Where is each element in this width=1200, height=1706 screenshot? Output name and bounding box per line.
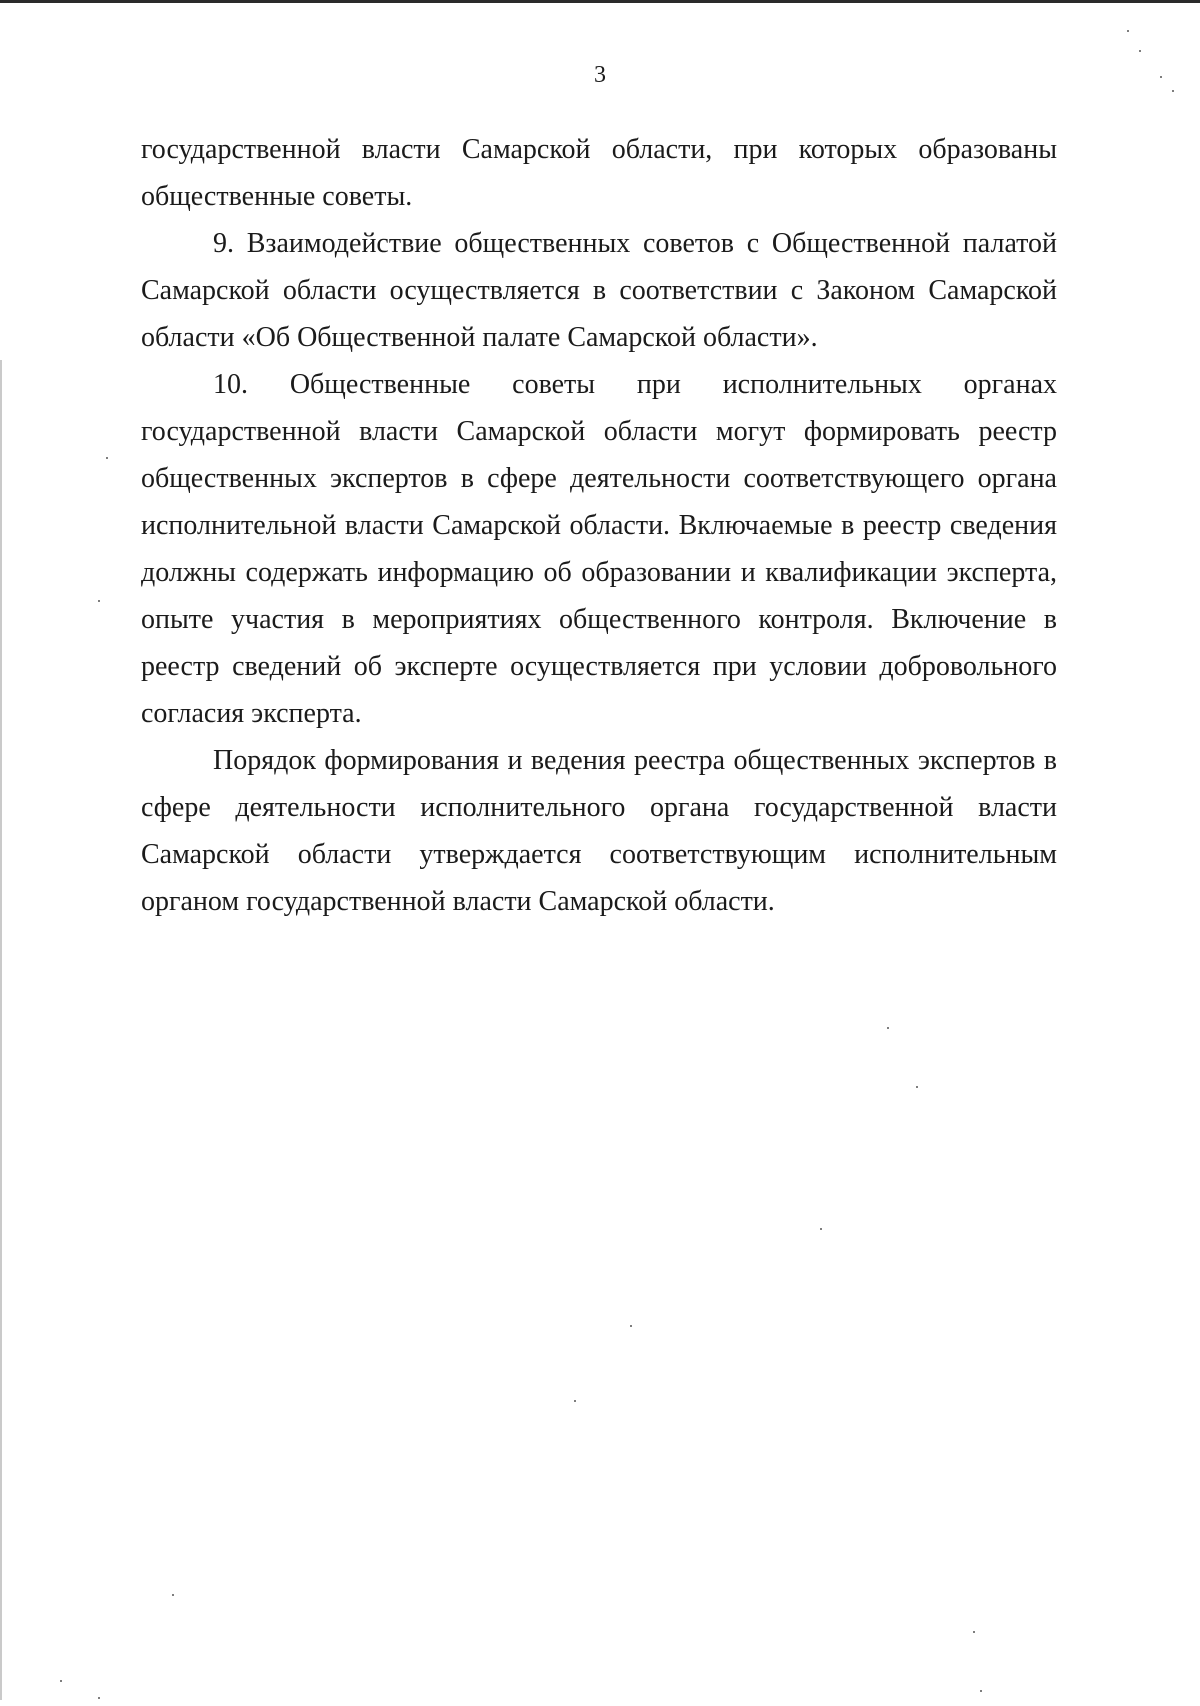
scan-speck: [630, 1325, 632, 1327]
scan-speck: [106, 457, 108, 459]
scan-speck: [1172, 90, 1174, 92]
paragraph-registry-procedure: Порядок формирования и ведения реестра общественных экспертов в сфере деятельности исполнительного органа государственной власти Самарской области утверждается соответствующим исполнительным органом государственной власти Самарской области.: [141, 745, 1057, 917]
document-body: [141, 126, 1057, 925]
scan-speck: [980, 1690, 982, 1692]
top-edge-line: [0, 0, 1200, 3]
scan-speck: [820, 1228, 822, 1230]
scan-speck: [1160, 76, 1162, 78]
paragraph-10: 10. Общественные советы при исполнительных органах государственной власти Самарской области могут формировать реестр общественных экспертов в сфере деятельности соответствующего органа исполнительной власти Самарской области. Включаемые в реестр сведения должны содержать информацию об образовании и квалификации эксперта, опыте участия в мероприятиях общественного контроля. Включение в реестр сведений об эксперте осуществляется при условии добровольного согласия эксперта.: [141, 369, 1057, 729]
scan-speck: [172, 1594, 174, 1596]
scan-speck: [98, 600, 100, 602]
scan-speck: [973, 1631, 975, 1633]
paragraph-9: 9. Взаимодействие общественных советов с Общественной палатой Самарской области осуществляется в соответствии с Законом Самарской области «Об Общественной палате Самарской области».: [141, 228, 1057, 353]
paragraph-continuation: государственной власти Самарской области, при которых образованы общественные советы.: [141, 134, 1057, 212]
scan-speck: [98, 1697, 100, 1699]
left-scan-edge: [0, 360, 2, 1700]
scan-speck: [1139, 50, 1141, 52]
scan-speck: [1127, 30, 1129, 32]
scan-speck: [916, 1086, 918, 1088]
scan-speck: [887, 1027, 889, 1029]
scan-speck: [574, 1400, 576, 1402]
scan-speck: [60, 1680, 62, 1682]
page-number: 3: [594, 62, 606, 88]
